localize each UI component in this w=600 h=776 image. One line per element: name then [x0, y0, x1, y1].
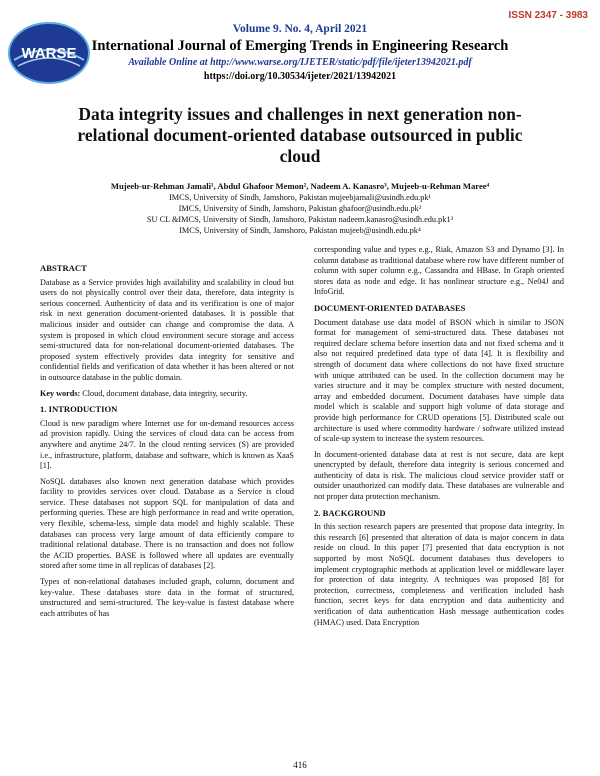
logo-text: WARSE	[21, 45, 77, 62]
background-heading: 2. BACKGROUND	[314, 507, 386, 518]
intro-paragraph: NoSQL databases also known next generation database which provides facility to provides services over cloud. Database as a Service is cloud service. These databases not support SQL for manipulation of data and performing queries. These are high performance in read and write operation, very flexible, schema-less, simple data model and highly scalable. These databases can process very large amount of data efficiently compare to traditional relational database. There is no transaction and does not follow the ACID properties. BASE is followed where all updates are eventually stored after some time in all replicas of databases [2].	[40, 476, 294, 571]
paper-title: Data integrity issues and challenges in next generation non-relational document-oriented database outsourced in public cloud	[77, 104, 523, 166]
issn: ISSN 2347 - 3983	[508, 10, 588, 21]
page-number: 416	[293, 760, 307, 770]
introduction-heading: 1. INTRODUCTION	[40, 404, 118, 415]
intro-paragraph: Types of non-relational databases included graph, column, document and key-value. These databases store data in the format of structured, unstructured and semi-structured. The key-value is fastest database where each attributes of has	[40, 577, 294, 618]
left-column	[40, 258, 294, 624]
affiliation-4: IMCS, University of Sindh, Jamshoro, Pakistan mujeeb@usindh.edu.pk⁴	[179, 226, 421, 235]
doi-link[interactable]: https://doi.org/10.30534/ijeter/2021/13942021	[203, 71, 397, 82]
affiliation-3: SU CL &IMCS, University of Sindh, Jamshoro, Pakistan nadeem.kanasro@usindh.edu.pk1³	[146, 215, 454, 224]
online-link[interactable]: Available Online at http://www.warse.org/IJETER/static/pdf/file/ijeter13942021.pdf	[128, 57, 472, 68]
body-paragraph: In document-oriented database data at rest is not secure, data are kept unencrypted by default, therefore data integrity is serious concerned and authenticity of data is risk. The malicious cloud service provider staff or outsider unauthorized can modify data. These databases are vulnerable and not proper data protection mechanism.	[314, 449, 564, 502]
affiliation-1: IMCS, University of Sindh, Jamshoro, Pakistan mujeebjamali@usindh.edu.pk¹	[168, 193, 431, 202]
abstract-text: Database as a Service provides high availability and scalability in cloud but users do not physically control over their data, therefore, data integrity is serious concerned. Authenticity of data and its verification is one of major risk in next generation document-oriented databases. It is possible that malicious insider and outsider can change and compromise the data. A system is proposed in which cloud environment secure storage and access semi-structured data for non-relational document-oriented databases. The proposed system effectively provides data integrity for sensitive and confidential fields and verification of data whether it has been altered or not in outsource database in the public domain.	[40, 277, 294, 382]
right-column	[314, 245, 564, 633]
document-databases-heading: DOCUMENT-ORIENTED DATABASES	[314, 302, 466, 313]
keywords-label: Key words:	[40, 388, 81, 398]
author-list: Mujeeb-ur-Rehman Jamali¹, Abdul Ghafoor Memon², Nadeem A. Kanasro³, Mujeeb-u-Rehman Maree⁴	[110, 181, 490, 191]
keywords-text: Cloud, document database, data integrity, security.	[80, 388, 248, 398]
body-paragraph: Document database use data model of BSON which is similar to JSON format for management of semi-structured data. These databases not required declare schema before insertion data and not fixed schema and it also not required predefined data type of data [4]. It is flexibility and strength of document data where collections do not have fixed structure with unique attributed can be used. In the collection document may be varies structure and it may be complex structure with nested document, array and embedded document. Document databases have simple data model which is scalable and support high volume of data storage and provide high performance for CRUD operations [5]. Distributed scale out architecture is used where commodity hardware / software utilized instead of scale-up system to increase the system resources.	[314, 317, 564, 444]
body-paragraph: In this section research papers are presented that propose data integrity. In this research [6] presented that alteration of data is major concern in data reside on cloud. In this paper [7] presented that data encryption is not supported by most NoSQL document databases thus developers to implement cryptographic methods at application level or middleware layer for protection of data integrity. A techniques was proposed [8] for protection, correctness, completeness and verification included hash function, secret keys for data encryption and data authenticity and verification of data authentication Hash message authentication codes (HMAC) used. Data Encryption	[314, 522, 564, 627]
journal-title: International Journal of Emerging Trends in Engineering Research	[91, 38, 509, 54]
abstract-heading: ABSTRACT	[40, 263, 87, 273]
keywords	[40, 389, 294, 400]
intro-paragraph: Cloud is new paradigm where Internet use for on-demand resources access ad provision rapidly. Using the services of cloud data can be access from anywhere and anytime 24/7. In the cloud renting services (S) are provided i.e., infrastructure, platform, database and software, which is known as XaaS [1].	[40, 418, 294, 471]
body-paragraph: corresponding value and types e.g., Riak, Amazon S3 and Dynamo [3]. In column database as traditional database where row have different number of column with super column e.g., Cassandra and HBase. In Graph oriented stores data as node and edge. It has nonlinear structure e.g., Ne04J and InfoGrid.	[314, 245, 564, 297]
affiliation-2: IMCS, University of Sindh, Jamshoro, Pakistan ghafoor@usindh.edu.pk²	[178, 204, 422, 213]
volume-info: Volume 9. No. 4, April 2021	[232, 23, 368, 35]
